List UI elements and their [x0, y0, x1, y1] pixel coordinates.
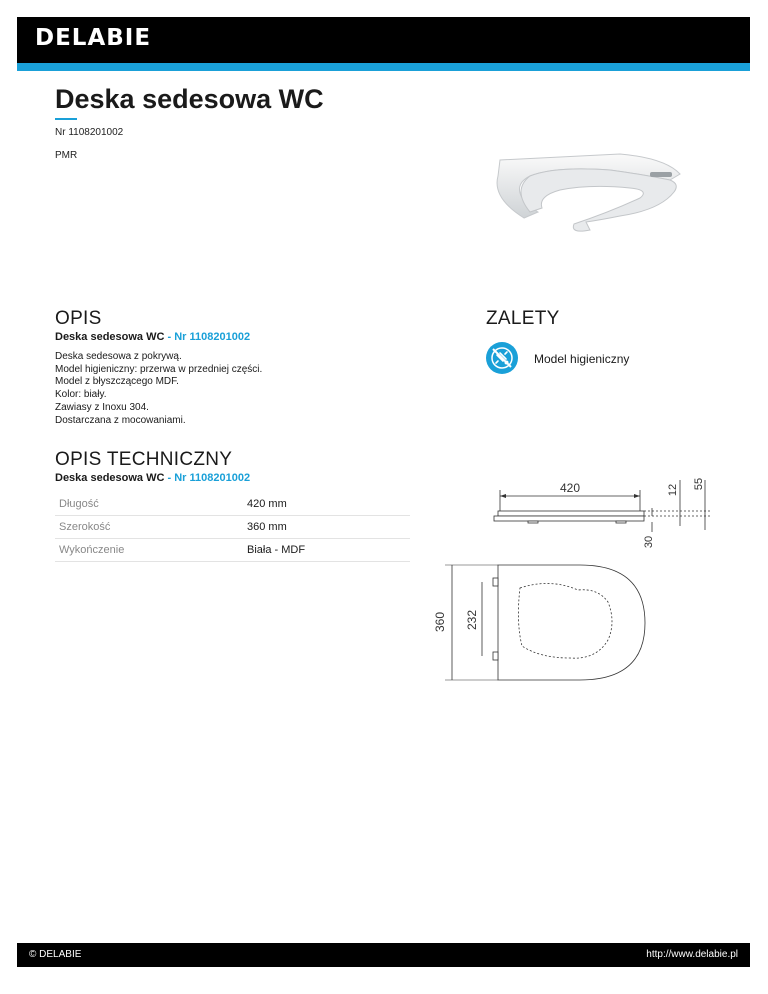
spec-value: 360 mm	[243, 516, 410, 539]
description-line: Model z błyszczącego MDF.	[55, 376, 179, 388]
dim-width: 360	[433, 611, 447, 633]
spec-table	[55, 493, 410, 562]
opis-heading: OPIS	[55, 308, 102, 329]
table-row	[55, 539, 410, 562]
zalety-heading: ZALETY	[486, 308, 560, 329]
product-number: Nr 1108201002	[55, 127, 124, 138]
dim-12: 12	[667, 483, 679, 497]
title-underline	[55, 118, 77, 120]
opis-product-name: Deska sedesowa WC	[55, 331, 165, 343]
opis-product-nr: - Nr 1108201002	[167, 331, 251, 343]
table-row	[55, 516, 410, 539]
spec-key: Wykończenie	[55, 539, 243, 562]
header-accent-bar	[17, 63, 750, 71]
tech-subheading	[55, 472, 250, 484]
description-line: Zawiasy z Inoxu 304.	[55, 401, 149, 413]
description-line: Dostarczana z mocowaniami.	[55, 414, 186, 426]
dim-30: 30	[643, 535, 655, 549]
spec-value: Biała - MDF	[243, 539, 410, 562]
spec-key: Długość	[55, 493, 243, 516]
tech-heading: OPIS TECHNICZNY	[55, 449, 233, 470]
dim-55: 55	[693, 477, 705, 491]
footer-copyright: © DELABIE	[29, 949, 82, 960]
product-tag: PMR	[55, 150, 78, 161]
hygienic-icon	[486, 342, 518, 374]
tech-product-name: Deska sedesowa WC	[55, 472, 165, 484]
description-line: Deska sedesowa z pokrywą.	[55, 351, 182, 362]
page-title: Deska sedesowa WC	[55, 84, 324, 114]
product-image	[490, 150, 686, 235]
spec-value: 420 mm	[243, 493, 410, 516]
table-row	[55, 493, 410, 516]
brand-logo[interactable]: DELABIE	[35, 25, 152, 51]
footer-url-link[interactable]: http://www.delabie.pl	[646, 949, 738, 960]
opis-subheading	[55, 331, 250, 343]
description	[55, 351, 262, 427]
tech-product-nr: - Nr 1108201002	[167, 472, 251, 484]
advantage-label: Model higieniczny	[534, 352, 630, 366]
description-line: Model higieniczny: przerwa w przedniej części.	[55, 363, 263, 375]
description-line: Kolor: biały.	[55, 389, 107, 401]
technical-drawing	[430, 470, 710, 690]
dim-length: 420	[559, 481, 581, 495]
spec-key: Szerokość	[55, 516, 243, 539]
page-footer	[17, 943, 750, 967]
dim-inner: 232	[465, 609, 479, 631]
